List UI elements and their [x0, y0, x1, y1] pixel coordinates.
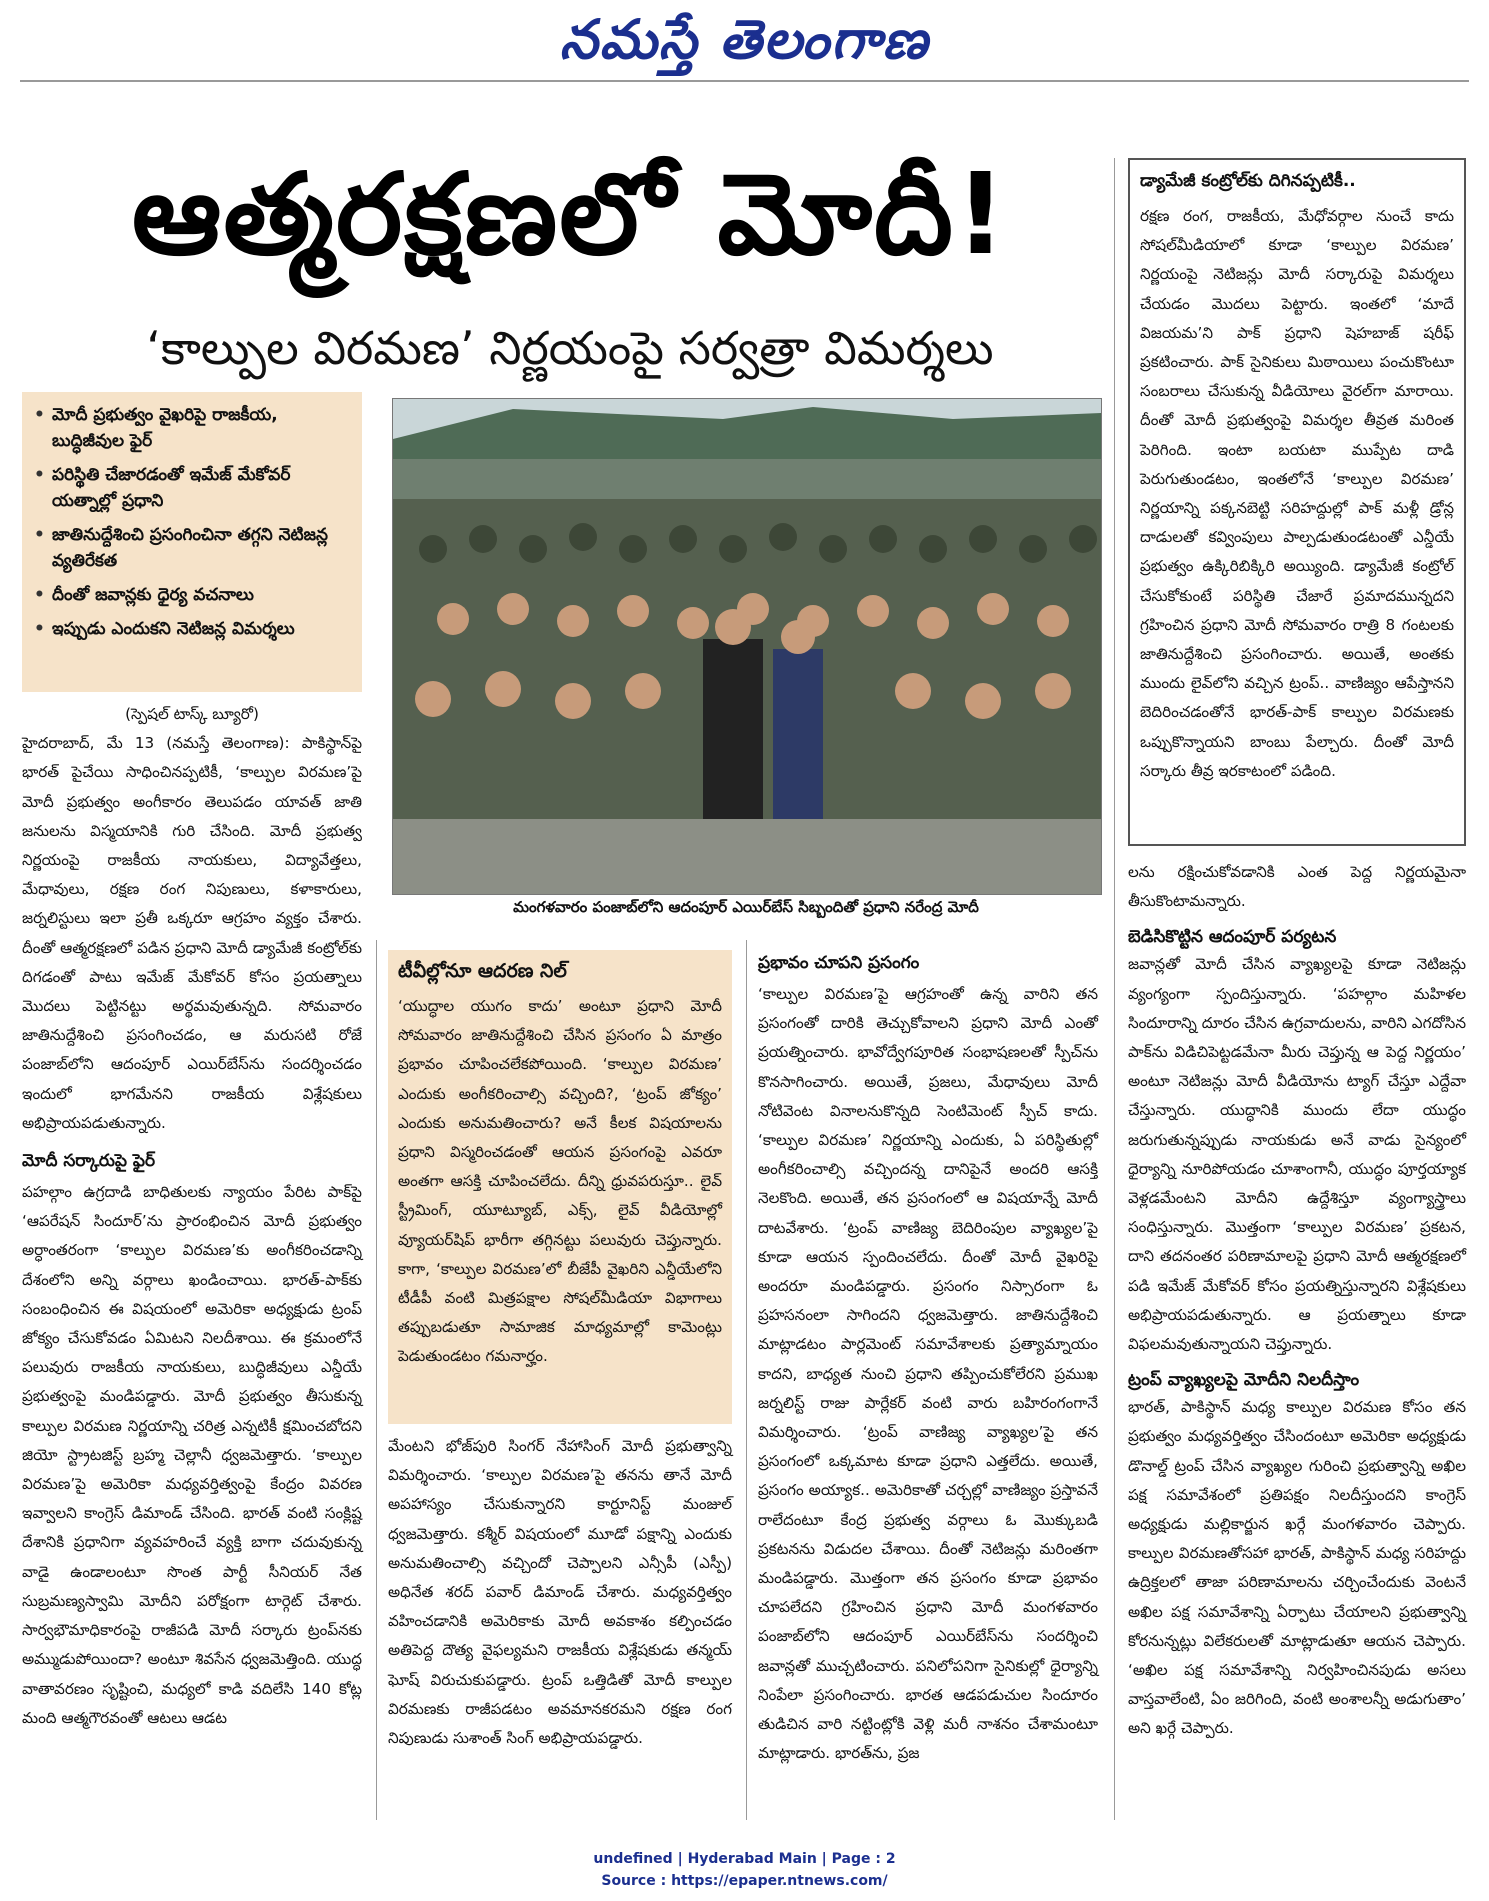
article-paragraph: హైదరాబాద్, మే 13 (నమస్తే తెలంగాణ): పాకిస్థాన్‌పై భారత్ పైచేయి సాధించినప్పటికీ, ‘కాల్పుల విరమణ’పై మోదీ ప్రభుత్వం అంగీకారం తెలుపడం యావత్ జాతి జనులను విస్మయానికి గురి చేసింది. మోదీ ప్రభుత్వ నిర్ణయంపై రాజకీయ నాయకులు, విద్యావేత్తలు, మేధావులు, రక్షణ రంగ నిపుణులు, కళాకారులు, జర్నలిస్టులు ఇలా ప్రతీ ఒక్కరూ ఆగ్రహం వ్యక్తం చేశారు. దీంతో ఆత్మరక్షణలో పడిన ప్రధాని మోదీ డ్యామేజీ కంట్రోల్‌కు దిగడంతో పాటు ఇమేజ్ మేకోవర్ కోసం ప్రయత్నాలు మొదలు పెట్టినట్టు అర్థమవుతున్నది. సోమవారం జాతినుద్దేశించి ప్రసంగించడం, ఆ మరుసటి రోజే పంజాబ్‌లోని ఆదంపూర్ ఎయిర్‌బేస్‌ను సందర్శించడం ఇందులో భాగమేనని రాజకీయ విశ్లేషకులు అభిప్రాయపడుతున్నారు.	[22, 734, 363, 1132]
section-heading: ప్రభావం చూపని ప్రసంగం	[758, 953, 920, 973]
crowd-photo-illustration	[393, 399, 1101, 894]
highlight-item: • మోదీ ప్రభుత్వం వైఖరిపై రాజకీయ, బుద్ధిజీవుల ఫైర్	[32, 402, 352, 454]
masthead-rule	[20, 80, 1469, 82]
byline: (స్పెషల్ టాస్క్ బ్యూరో)	[125, 705, 259, 723]
highlight-item: • దీంతో జవాన్లకు ధైర్య వచనాలు	[32, 582, 352, 608]
subheadline: ‘కాల్పుల విరమణ’ నిర్ణయంపై సర్వత్రా విమర్శలు	[146, 321, 994, 375]
highlight-item: • పరిస్థితి చేజారడంతో ఇమేజ్ మేకోవర్ యత్నాల్లో ప్రధాని	[32, 462, 352, 514]
highlight-item: • జాతినుద్దేశించి ప్రసంగించినా తగ్గని నెటిజన్ల వ్యతిరేకత	[32, 522, 352, 574]
page-footer	[0, 1848, 1489, 1892]
news-photo	[392, 398, 1102, 895]
highlights-box	[22, 392, 362, 692]
section-heading: మోదీ సర్కారుపై ఫైర్	[22, 1151, 156, 1172]
box-heading: డ్యామేజీ కంట్రోల్‌కు దిగినప్పటికీ..	[1140, 171, 1356, 191]
section-heading: బెడిసికొట్టిన ఆదంపూర్ పర్యటన	[1128, 927, 1337, 948]
box-heading: టీవీల్లోనూ ఆదరణ నిల్	[398, 960, 567, 982]
box-text: రక్షణ రంగ, రాజకీయ, మేధోవర్గాల నుంచే కాదు సోషల్‌మీడియాలో కూడా ‘కాల్పుల విరమణ’ నిర్ణయంపై నెటిజన్లు మోదీ సర్కారుపై విమర్శలు చేయడం మొదలు పెట్టారు. ఇంతలో ‘మాదే విజయమ’ని పాక్ ప్రధాని షెహబాజ్ షరీఫ్ ప్రకటించారు. పాక్ సైనికులు మిఠాయిలు పంచుకొంటూ సంబరాలు చేసుకున్న వీడియోలు వైరల్‌గా మారాయి. దీంతో మోదీ ప్రభుత్వంపై విమర్శల తీవ్రత మరింత పెరిగింది. ఇంటా బయటా ముప్పేట దాడి పెరుగుతుండటం, ఇంతలోనే ‘కాల్పుల విరమణ’ నిర్ణయాన్ని పక్కనబెట్టి సరిహద్దుల్లో పాక్ మళ్లీ డ్రోన్ల దాడులతో కవ్వింపులు పాల్పడుతుండటంతో ఎన్డీయే ప్రభుత్వం ఉక్కిరిబిక్కిరి అయ్యింది. డ్యామేజీ కంట్రోల్ చేసుకోకుంటే పరిస్థితి చేజారే ప్రమాదమున్నదని గ్రహించిన ప్రధాని మోదీ సోమవారం రాత్రి 8 గంటలకు జాతినుద్దేశించి ప్రసంగించారు. అయితే, అంతకు ముందు లైవ్‌లోని వచ్చిన ట్రంప్.. వాణిజ్యం ఆపేస్తానని బెదిరించడంతోనే భారత్-పాక్ కాల్పుల విరమణకు ఒప్పుకొన్నాయని బాంబు పేల్చారు. దీంతో మోదీ సర్కారు తీవ్ర ఇరకాటంలో పడింది.	[1140, 207, 1454, 780]
column-divider	[376, 940, 377, 1820]
column-2-continued: మేంటని భోజ్‌పురి సింగర్ నేహాసింగ్ మోదీ ప్రభుత్వాన్ని విమర్శించారు. ‘కాల్పుల విరమణ’పై తనను తానే మోదీ అపహాస్యం చేసుకున్నారని కార్టూనిస్ట్ మంజుల్ ధ్వజమెత్తారు. కశ్మీర్ విషయంలో మూడో పక్షాన్ని ఎందుకు అనుమతించాల్సి వచ్చిందో చెప్పాలని ఎన్సీపీ (ఎస్పీ) అధినేత శరద్ పవార్ డిమాండ్ చేశారు. మధ్యవర్తిత్వం వహించడానికి అమెరికాకు మోదీ అవకాశం కల్పించడం అతిపెద్ద దౌత్య వైఫల్యమని రాజకీయ విశ్లేషకుడు తన్మయ్ ఘోష్ విరుచుకుపడ్డారు. ట్రంప్ ఒత్తిడితో మోదీ కాల్పుల విరమణకు రాజీపడటం అవమానకరమని రక్షణ రంగ నిపుణుడు సుశాంత్ సింగ్ అభిప్రాయపడ్డారు.	[388, 1437, 732, 1748]
article-paragraph: ‘కాల్పుల విరమణ’పై ఆగ్రహంతో ఉన్న వారిని తన ప్రసంగంతో దారికి తెచ్చుకోవాలని ప్రధాని మోదీ ఎంతో ప్రయత్నించారు. భావోద్వేగపూరిత సంభాషణలతో స్పీచ్‌ను కొనసాగించారు. అయితే, ప్రజలు, మేధావులు మోదీ నోటివెంట వినాలనుకొన్నది సెంటిమెంట్ స్పీచ్ కాదు. ‘కాల్పుల విరమణ’ నిర్ణయాన్ని ఎందుకు, ఏ పరిస్థితుల్లో అంగీకరించాల్సి వచ్చిందన్న దానిపైనే అందరి ఆసక్తి నెలకొంది. అయితే, తన ప్రసంగంలో ఆ విషయాన్నే మోదీ దాటవేశారు. ‘ట్రంప్ వాణిజ్య బెదిరింపుల వ్యాఖ్యల’పై కూడా ఆయన స్పందించలేదు. దీంతో మోదీ వైఖరిపై అందరూ మండిపడ్డారు. ప్రసంగం నిస్సారంగా ఓ ప్రహసనంలా సాగిందని ధ్వజమెత్తారు. జాతినుద్దేశించి మాట్లాడటం పార్లమెంట్ సమావేశాలకు ప్రత్యామ్నాయం కాదని, బాధ్యత నుంచి ప్రధాని తప్పించుకోలేరని ప్రముఖ జర్నలిస్ట్ రాజు పార్లేకర్ వంటి వారు బహిరంగంగానే విమర్శించారు. ‘ట్రంప్ వాణిజ్య వ్యాఖ్యల’పై తన ప్రసంగంలో ఒక్కమాట కూడా ప్రధాని ఎత్తలేదు. అయితే, ప్రసంగం అయ్యాక.. అమెరికాతో చర్చల్లో వాణిజ్యం ప్రస్తావనే రాలేదంటూ కేంద్ర ప్రభుత్వ వర్గాలు ఓ మొక్కుబడి ప్రకటనను విడుదల చేశాయి. దీంతో నెటిజన్లు మరింతగా మండిపడ్డారు. మొత్తంగా తన ప్రసంగం కూడా ప్రభావం చూపలేదని గ్రహించిన ప్రధాని మోదీ మంగళవారం పంజాబ్‌లోని ఆదంపూర్ ఎయిర్‌బేస్‌ను సందర్శించి జవాన్లతో ముచ్చటించారు. పనిలోపనిగా సైనికుల్లో ధైర్యాన్ని నింపేలా ప్రసంగించారు. భారత ఆడపడుచుల సిందూరం తుడిచిన వారి నట్టింట్లోకి వెళ్లి మరీ నాశనం చేశామంటూ మాట్లాడారు. భారత్‌ను, ప్రజ	[758, 985, 1098, 1763]
source-link[interactable]: Source : https://epaper.ntnews.com/	[601, 1873, 888, 1889]
column-4	[1128, 858, 1466, 1744]
column-divider	[746, 940, 747, 1820]
headline: ఆత్మరక్షణలో మోదీ!	[131, 150, 1009, 280]
article-paragraph: జవాన్లతో మోదీ చేసిన వ్యాఖ్యలపై కూడా నెటిజన్లు వ్యంగ్యంగా స్పందిస్తున్నారు. ‘పహల్గాం మహిళల సిందూరాన్ని దూరం చేసిన ఉగ్రవాదులను, వారిని ఎగదోసిన పాక్‌ను విడిచిపెట్టడమేనా మీరు చెప్తున్న ఆ పెద్ద నిర్ణయం’ అంటూ నెటిజన్లు మోదీ వీడియోను ట్యాగ్ చేస్తూ ఎద్దేవా చేస్తున్నారు. యుద్ధానికి ముందు లేదా యుద్ధం జరుగుతున్నప్పుడు నాయకుడు అనే వాడు సైన్యంలో ధైర్యాన్ని నూరిపోయడం చూశాంగానీ, యుద్ధం పూర్తయ్యాక వెళ్లడమేంటని మోదీని ఉద్దేశిస్తూ వ్యంగ్యాస్త్రాలు సంధిస్తున్నారు. మొత్తంగా ‘కాల్పుల విరమణ’ ప్రకటన, దాని తదనంతర పరిణామాలపై ప్రధాని మోదీ ఆత్మరక్షణలో పడి ఇమేజ్ మేకోవర్ కోసం ప్రయత్నిస్తున్నారని విశ్లేషకులు అభిప్రాయపడుతున్నారు. ఆ ప్రయత్నాలు కూడా విఫలమవుతున్నాయని చెప్తున్నారు.	[1128, 955, 1466, 1354]
column-1	[22, 700, 362, 1733]
article-paragraph: పహల్గాం ఉగ్రదాడి బాధితులకు న్యాయం పేరిట పాక్‌పై ‘ఆపరేషన్ సిందూర్’ను ప్రారంభించిన మోదీ ప్రభుత్వం అర్ధాంతరంగా ‘కాల్పుల విరమణ’కు అంగీకరించడాన్ని దేశంలోని అన్ని వర్గాలు ఖండించాయి. భారత్-పాక్‌కు సంబంధించిన ఈ విషయంలో అమెరికా అధ్యక్షుడు ట్రంప్ జోక్యం చేసుకోవడం ఏమిటని నిలదీశాయి. ఈ క్రమంలోనే పలువురు రాజకీయ నాయకులు, బుద్ధిజీవులు ఎన్డీయే ప్రభుత్వంపై మండిపడ్డారు. మోదీ ప్రభుత్వం తీసుకున్న కాల్పుల విరమణ నిర్ణయాన్ని చరిత్ర ఎన్నటికీ క్షమించబోదని జియో స్ట్రాటజిస్ట్ బ్రహ్మ చెల్లానీ ధ్వజమెత్తారు. ‘కాల్పుల విరమణ’పై అమెరికా మధ్యవర్తిత్వంపై కేంద్రం వివరణ ఇవ్వాలని కాంగ్రెస్ డిమాండ్ చేసింది. భారత్ వంటి సంక్లిష్ట దేశానికి ప్రధానిగా వ్యవహరించే వ్యక్తి బాగా చదువుకున్న వాడై ఉండాలంటూ సొంత పార్టీ సీనియర్ నేత సుబ్రమణ్యస్వామి మోదీని పరోక్షంగా టార్గెట్ చేశారు. సార్వభౌమాధికారంపై రాజీపడి మోదీ సర్కారు ట్రంప్‌నకు అమ్ముడుపోయిందా? అంటూ శివసేన ధ్వజమెత్తింది. యుద్ధ వాతావరణం సృష్టించి, మధ్యలో కాడి వదిలేసి 140 కోట్ల మంది ఆత్మగౌరవంతో ఆటలు ఆడట	[22, 1183, 362, 1727]
section-heading: ట్రంప్ వ్యాఖ్యలపై మోదీని నిలదీస్తాం	[1128, 1370, 1360, 1391]
article-paragraph: భారత్, పాకిస్థాన్ మధ్య కాల్పుల విరమణ కోసం తన ప్రభుత్వం మధ్యవర్తిత్వం చేసిందంటూ అమెరికా అధ్యక్షుడు డొనాల్డ్ ట్రంప్ చేసిన వ్యాఖ్యల గురించి ప్రభుత్వాన్ని అఖిల పక్ష సమావేశంలో ప్రతిపక్షం నిలదీస్తుందని కాంగ్రెస్ అధ్యక్షుడు మల్లికార్జున ఖర్గే మంగళవారం చెప్పారు. కాల్పుల విరమణతోసహా భారత్, పాకిస్థాన్ మధ్య సరిహద్దు ఉద్రిక్తలలో తాజా పరిణామాలను చర్చించేందుకు వెంటనే అఖిల పక్ష సమావేశాన్ని ఏర్పాటు చేయాలని ప్రభుత్వాన్ని కోరనున్నట్లు విలేకరులతో మాట్లాడుతూ ఆయన చెప్పారు. ‘అఖిల పక్ష సమావేశాన్ని నిర్వహించినపుడు అసలు వాస్తవాలేంటి, ఏం జరిగింది, వంటి అంశాలన్నీ అడుగుతాం’ అని ఖర్గే చెప్పారు.	[1128, 1398, 1466, 1738]
column-divider	[1114, 158, 1115, 1820]
column-3	[758, 950, 1098, 1768]
photo-caption: మంగళవారం పంజాబ్‌లోని ఆదంపూర్ ఎయిర్‌బేస్ సిబ్బందితో ప్రధాని నరేంద్ర మోదీ	[513, 898, 979, 916]
highlight-item: • ఇప్పుడు ఎందుకని నెటిజన్ల విమర్శలు	[32, 616, 352, 642]
article-paragraph: లను రక్షించుకోవడానికి ఎంత పెద్ద నిర్ణయమైనా తీసుకొంటామన్నారు.	[1128, 863, 1466, 911]
box-text: ‘యుద్ధాల యుగం కాదు’ అంటూ ప్రధాని మోదీ సోమవారం జాతినుద్దేశించి చేసిన ప్రసంగం ఏ మాత్రం ప్రభావం చూపించలేకపోయింది. ‘కాల్పుల విరమణ’ ఎందుకు అంగీకరించాల్సి వచ్చింది?, ‘ట్రంప్ జోక్యం’ ఎందుకు అనుమతించారు? అనే కీలక విషయాలను ప్రధాని విస్మరించడంతో ఆయన ప్రసంగంపై ఎవరూ అంతగా ఆసక్తి చూపించలేదు. దీన్ని ధ్రువపరుస్తూ.. లైవ్ స్ట్రీమింగ్, యూట్యూబ్, ఎక్స్, లైవ్ వీడియోల్లో వ్యూయర్‌షిప్ భారీగా తగ్గినట్టు పలువురు చెప్తున్నారు. కాగా, ‘కాల్పుల విరమణ’లో బీజేపీ వైఖరిని ఎన్డీయేలోని టీడీపీ వంటి మిత్రపక్షాల సోషల్‌మీడియా విభాగాలు తప్పుబడుతూ సామాజిక మాధ్యమాల్లో కామెంట్లు పెడుతుండటం గమనార్హం.	[398, 997, 722, 1366]
edition-info: undefined | Hyderabad Main | Page : 2	[593, 1851, 896, 1867]
damage-control-box	[1128, 158, 1466, 846]
masthead-logo: నమస్తే తెలంగాణ	[559, 8, 930, 71]
sidebar-box	[388, 950, 732, 1424]
